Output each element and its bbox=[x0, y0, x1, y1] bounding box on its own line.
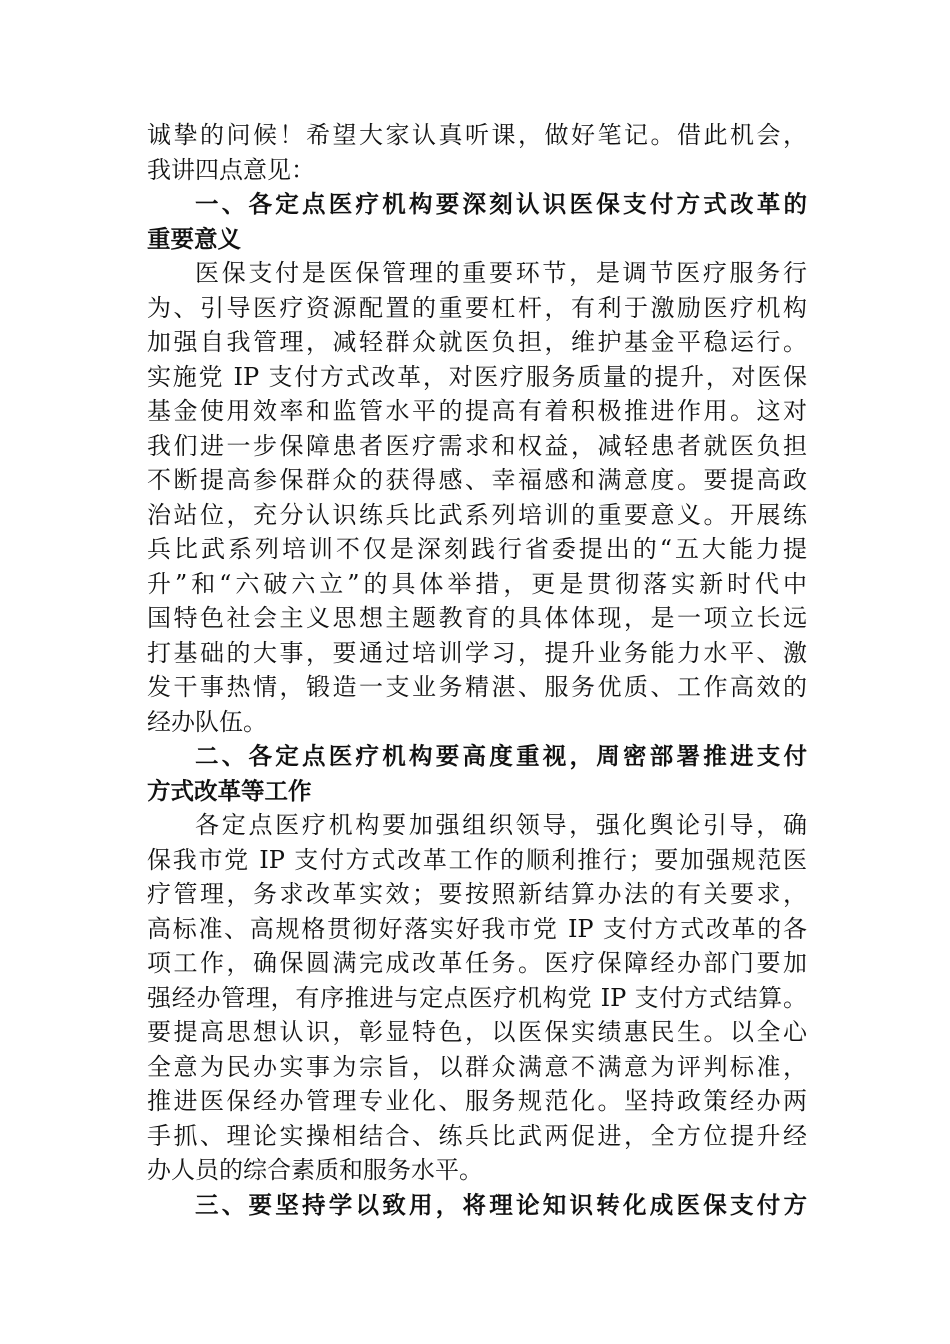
paragraph-line: 不断提高参保群众的获得感、幸福感和满意度。要提高政 bbox=[147, 466, 807, 494]
paragraph-line: 加强自我管理，减轻群众就医负担，维护基金平稳运行。 bbox=[147, 328, 807, 356]
paragraph-line: 治站位，充分认识练兵比武系列培训的重要意义。开展练 bbox=[147, 500, 807, 529]
paragraph-line: 办人员的综合素质和服务水平。 bbox=[147, 1156, 483, 1184]
paragraph-line: 保我市党 IP 支付方式改革工作的顺利推行；要加强规范医 bbox=[147, 845, 807, 874]
paragraph-line: 诚挚的问候！希望大家认真听课，做好笔记。借此机会， bbox=[147, 121, 807, 149]
paragraph-line: 实施党 IP 支付方式改革，对医疗服务质量的提升，对医保 bbox=[147, 362, 807, 391]
paragraph-line: 医保支付是医保管理的重要环节，是调节医疗服务行 bbox=[195, 259, 807, 287]
paragraph-line: 我讲四点意见： bbox=[147, 155, 315, 184]
section-heading-2: 方式改革等工作 bbox=[147, 776, 312, 805]
section-heading-1: 一、各定点医疗机构要深刻认识医保支付方式改革的 bbox=[195, 190, 807, 218]
paragraph-line: 各定点医疗机构要加强组织领导，强化舆论引导，确 bbox=[195, 811, 807, 839]
paragraph-line: 高标准、高规格贯彻好落实好我市党 IP 支付方式改革的各 bbox=[147, 914, 807, 943]
document-body bbox=[147, 118, 807, 1222]
paragraph-line: 项工作，确保圆满完成改革任务。医疗保障经办部门要加 bbox=[147, 949, 807, 977]
paragraph-line: 为、引导医疗资源配置的重要杠杆，有利于激励医疗机构 bbox=[147, 293, 807, 322]
paragraph-line: 全意为民办实事为宗旨，以群众满意不满意为评判标准， bbox=[147, 1052, 807, 1081]
paragraph-line: 国特色社会主义思想主题教育的具体体现，是一项立长远 bbox=[147, 604, 807, 632]
section-heading-3: 三、要坚持学以致用，将理论知识转化成医保支付方 bbox=[195, 1190, 807, 1219]
paragraph-line: 基金使用效率和监管水平的提高有着积极推进作用。这对 bbox=[147, 397, 807, 425]
paragraph-line: 手抓、理论实操相结合、练兵比武两促进，全方位提升经 bbox=[147, 1121, 807, 1150]
paragraph-line: 经办队伍。 bbox=[147, 707, 267, 736]
section-heading-1: 重要意义 bbox=[147, 224, 241, 253]
paragraph-line: 我们进一步保障患者医疗需求和权益，减轻患者就医负担 bbox=[147, 431, 807, 460]
paragraph-line: 推进医保经办管理专业化、服务规范化。坚持政策经办两 bbox=[147, 1087, 807, 1115]
paragraph-line: 强经办管理，有序推进与定点医疗机构党 IP 支付方式结算。 bbox=[147, 983, 807, 1012]
paragraph-line: 要提高思想认识，彰显特色，以医保实绩惠民生。以全心 bbox=[147, 1018, 807, 1046]
paragraph-line: 升”和“六破六立”的具体举措，更是贯彻落实新时代中 bbox=[147, 569, 807, 598]
paragraph-line: 打基础的大事，要通过培训学习，提升业务能力水平、激 bbox=[147, 638, 807, 667]
paragraph-line: 疗管理，务求改革实效；要按照新结算办法的有关要求， bbox=[147, 880, 807, 908]
paragraph-line: 发干事热情，锻造一支业务精湛、服务优质、工作高效的 bbox=[147, 673, 807, 701]
section-heading-2: 二、各定点医疗机构要高度重视，周密部署推进支付 bbox=[195, 742, 807, 770]
paragraph-line: 兵比武系列培训不仅是深刻践行省委提出的“五大能力提 bbox=[147, 535, 807, 563]
